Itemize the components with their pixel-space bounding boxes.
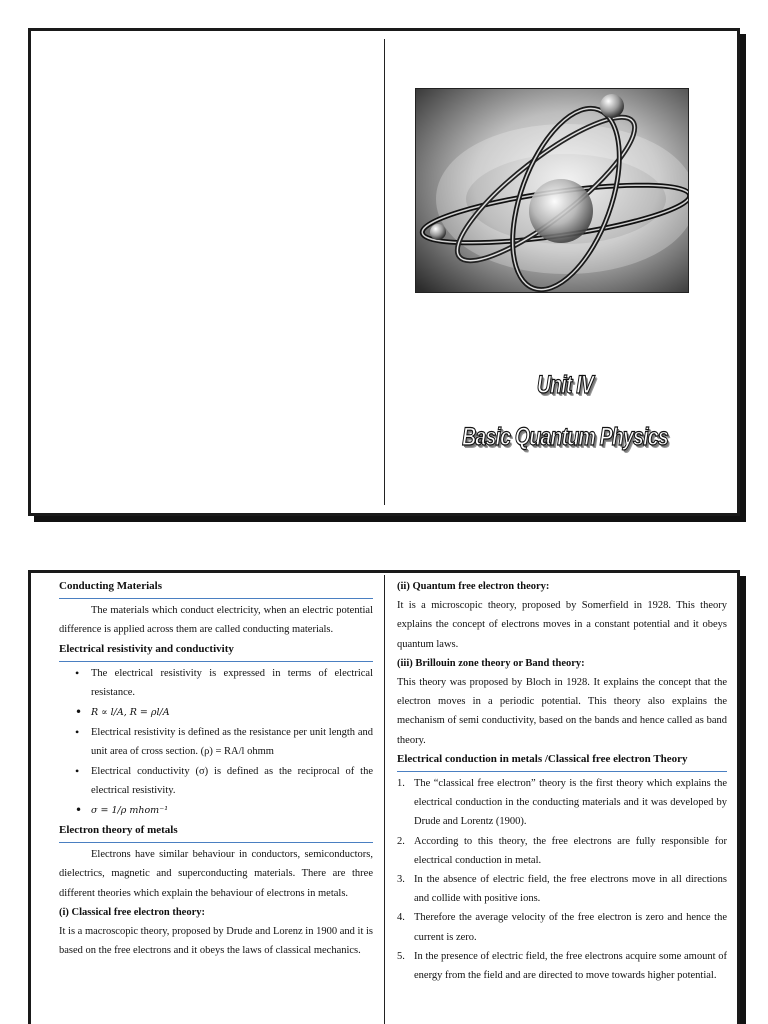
atom-illustration [415, 88, 689, 293]
list-text: According to this theory, the free electrons are fully responsible for electrical conduction in metal. [414, 835, 727, 866]
heading-resistivity-conductivity: Electrical resistivity and conductivity [59, 640, 373, 662]
list-item [397, 908, 727, 946]
bullet-text: Electrical resistivity is defined as the resistance per unit length and unit area of cross section. (ρ) = RA/l ohmm [91, 727, 373, 758]
formula-conductivity [75, 800, 373, 821]
left-column [59, 577, 373, 960]
content-sheet [28, 570, 740, 1024]
paragraph-electron-theory: Electrons have similar behaviour in conductors, semiconductors, dielectrics, magnetic and superconducting materials. There are three different theories which explain the behaviour of electrons in metals. [59, 849, 373, 899]
list-number: 5. [397, 950, 405, 962]
list-item [397, 870, 727, 908]
paragraph-band-theory: This theory was proposed by Bloch in 1928. It explains the concept that the electron moves in a periodic potential. This theory also explains the mechanism of semi conductivity, based on the bands and hence called as band theory. [397, 677, 727, 746]
cover-sheet [28, 28, 740, 516]
list-text: The “classical free electron” theory is the first theory which explains the electrical conduction in the conducting materials and it was developed by Drude and Lorentz (1900). [414, 778, 727, 828]
formula-text: σ = 1/ρ mhom⁻¹ [91, 805, 169, 817]
list-text: Therefore the average velocity of the free electron is zero and hence the current is zero. [414, 912, 727, 943]
heading-electron-theory: Electron theory of metals [59, 821, 373, 843]
list-number: 1. [397, 778, 405, 790]
subheading-classical-theory: (i) Classical free electron theory: [59, 906, 205, 918]
subheading-band-theory: (iii) Brillouin zone theory or Band theory: [397, 657, 585, 669]
page-divider [384, 39, 385, 505]
list-number: 2. [397, 835, 405, 847]
subheading-quantum-theory: (ii) Quantum free electron theory: [397, 581, 550, 592]
list-item [397, 832, 727, 870]
list-text: In the presence of electric field, the free electrons acquire some amount of energy from the field and are directed to move towards higher potential. [414, 950, 727, 982]
list-text: In the absence of electric field, the free electrons move in all directions and collide with positive ions. [414, 874, 727, 905]
formula-resistance [75, 702, 373, 723]
right-column [397, 577, 727, 985]
unit-title: Unit IV [536, 371, 594, 399]
paragraph-quantum-theory: It is a microscopic theory, proposed by Somerfield in 1928. This theory explains the concept of electrons moves in a constant potential and it obeys quantum laws. [397, 600, 727, 650]
formula-text: R ∝ l/A, R = ρl/A [91, 707, 170, 719]
resistivity-bullets [59, 664, 373, 821]
page-divider [384, 575, 385, 1024]
conduction-list [397, 774, 727, 985]
bullet-item [75, 762, 373, 800]
list-number: 3. [397, 874, 405, 886]
bullet-item [75, 723, 373, 761]
paragraph-conducting-materials: The materials which conduct electricity, when an electric potential difference is applied across them are called conducting materials. [59, 605, 373, 636]
list-item [397, 947, 727, 985]
heading-electrical-conduction: Electrical conduction in metals /Classical free electron Theory [397, 750, 727, 772]
bullet-text: The electrical resistivity is expressed in terms of electrical resistance. [91, 667, 373, 699]
list-item [397, 774, 727, 832]
bullet-text: Electrical conductivity (σ) is defined as the reciprocal of the electrical resistivity. [91, 765, 373, 796]
paragraph-classical-theory: It is a macroscopic theory, proposed by Drude and Lorenz in 1900 and it is based on the free electrons and it obeys the laws of classical mechanics. [59, 926, 373, 957]
unit-subtitle: Basic Quantum Physics [462, 423, 668, 451]
bullet-item [75, 664, 373, 702]
list-number: 4. [397, 912, 405, 924]
heading-conducting-materials: Conducting Materials [59, 577, 373, 599]
